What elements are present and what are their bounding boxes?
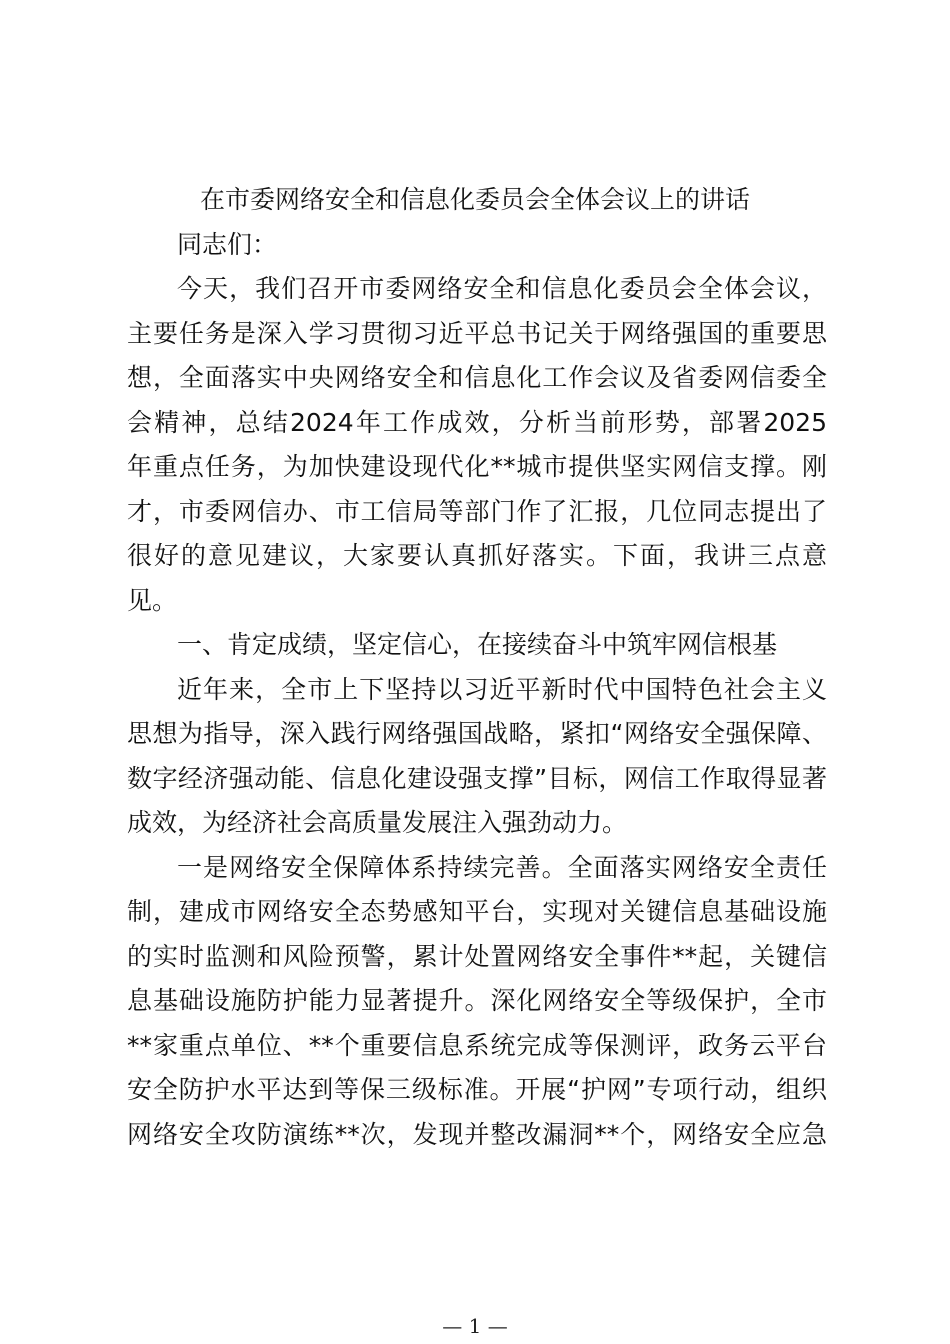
text-line: 很好的意见建议，大家要认真抓好落实。下面，我讲三点意 — [127, 541, 827, 570]
text-line: 数字经济强动能、信息化建设强支撑”目标，网信工作取得显著 — [127, 763, 827, 793]
text-line: **家重点单位、**个重要信息系统完成等保测评，政务云平台 — [127, 1030, 827, 1060]
document-title: 在市委网络安全和信息化委员会全体会议上的讲话 — [200, 185, 751, 214]
text-line: 制，建成市网络安全态势感知平台，实现对关键信息基础设施 — [127, 897, 827, 926]
text-line: 思想为指导，深入践行网络强国战略，紧扣“网络安全强保障、 — [127, 719, 827, 748]
salutation: 同志们： — [177, 229, 278, 259]
page-number: — 1 — — [442, 1314, 508, 1338]
text-line: 成效，为经济社会高质量发展注入强劲动力。 — [127, 808, 628, 837]
text-line: 一是网络安全保障体系持续完善。全面落实网络安全责任 — [177, 852, 827, 882]
text-line: 见。 — [127, 585, 178, 615]
text-line: 的实时监测和风险预警，累计处置网络安全事件**起，关键信 — [127, 941, 827, 971]
section-heading: 一、肯定成绩，坚定信心，在接续奋斗中筑牢网信根基 — [177, 630, 778, 659]
document-body — [127, 178, 827, 1157]
text-line: 网络安全攻防演练**次，发现并整改漏洞**个，网络安全应急 — [127, 1119, 827, 1149]
text-line: 年重点任务，为加快建设现代化**城市提供坚实网信支撑。刚 — [127, 452, 827, 481]
text-line: 今天，我们召开市委网络安全和信息化委员会全体会议， — [177, 274, 827, 303]
text-line: 安全防护水平达到等保三级标准。开展“护网”专项行动，组织 — [127, 1075, 827, 1104]
text-line: 近年来，全市上下坚持以习近平新时代中国特色社会主义 — [177, 674, 827, 704]
text-line: 想，全面落实中央网络安全和信息化工作会议及省委网信委全 — [127, 363, 827, 392]
text-line: 主要任务是深入学习贯彻习近平总书记关于网络强国的重要思 — [127, 318, 827, 348]
text-line: 才，市委网信办、市工信局等部门作了汇报，几位同志提出了 — [127, 496, 827, 526]
text-line: 息基础设施防护能力显著提升。深化网络安全等级保护，全市 — [127, 986, 827, 1015]
text-line: 会精神，总结2024年工作成效，分析当前形势，部署2025 — [127, 407, 827, 437]
